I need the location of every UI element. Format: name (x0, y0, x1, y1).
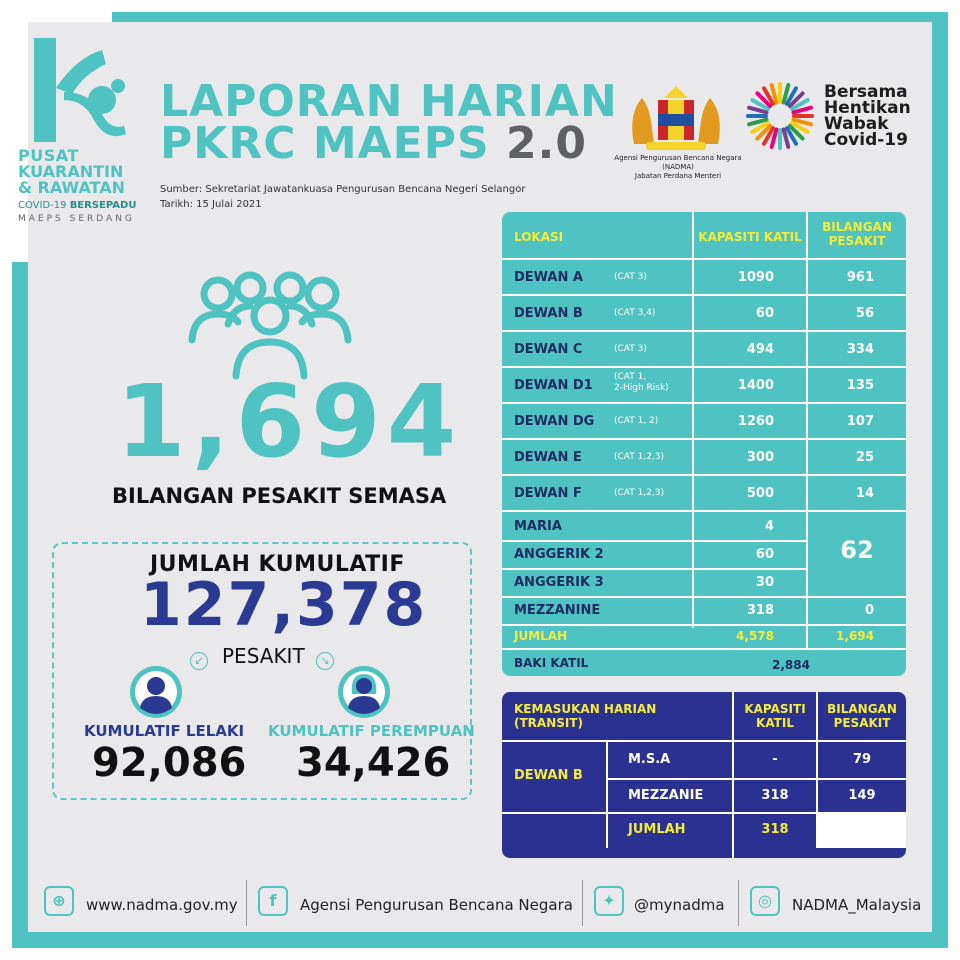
transit-row-name: MEZZANIE (628, 788, 704, 803)
twitter-icon[interactable]: ✦ (594, 886, 624, 916)
row-capacity: 1260 (737, 414, 774, 429)
female-cumulative-label: KUMULATIF PEREMPUAN (268, 722, 475, 740)
male-avatar-icon (128, 664, 184, 720)
page-title-version: 2.0 (505, 118, 587, 169)
remaining-value: 2,884 (772, 658, 810, 672)
arrow-down-left-icon: ↙ (190, 652, 208, 670)
row-name: MEZZANINE (514, 603, 601, 618)
transit-header-capacity-line2: KATIL (756, 716, 794, 730)
row-category: (CAT 3) (614, 272, 647, 282)
row-name: DEWAN A (514, 270, 583, 285)
frame-border-left (12, 262, 28, 948)
row-capacity: 318 (746, 603, 774, 618)
row-patients: 135 (846, 378, 874, 393)
row-patients: 14 (855, 486, 874, 501)
arrow-down-right-icon: ↘ (316, 652, 334, 670)
row-patients: 56 (855, 306, 874, 321)
transit-row-patients: 149 (848, 788, 876, 803)
female-avatar-icon (336, 664, 392, 720)
current-patients-count: 1,694 (116, 363, 463, 480)
cumulative-label: JUMLAH KUMULATIF (150, 552, 405, 577)
footer-divider (246, 880, 247, 926)
logo-text-covid-b: BERSEPADU (69, 200, 137, 211)
row-name: DEWAN F (514, 486, 582, 501)
row-name: DEWAN B (514, 306, 583, 321)
source-text: Sumber: Sekretariat Jawatankuasa Pengurusan Bencana Negeri Selangor (160, 184, 526, 195)
campaign-sunburst-icon (744, 80, 816, 152)
row-name: ANGGERIK 3 (514, 575, 604, 590)
row-category: (CAT 3,4) (614, 308, 656, 318)
pkrc-logo (14, 30, 140, 240)
transit-header-patients (818, 702, 906, 730)
transit-row-capacity: - (772, 752, 778, 767)
coat-of-arms-icon (624, 84, 728, 156)
campaign-line2: Hentikan (824, 98, 911, 118)
row-name: DEWAN D1 (514, 378, 593, 393)
campaign-line1: Bersama (824, 82, 908, 102)
campaign-slogan (824, 84, 911, 148)
remaining-label: BAKI KATIL (514, 656, 589, 670)
transit-header-patients-line2: PESAKIT (833, 716, 891, 730)
footer-website[interactable]: www.nadma.gov.my (86, 896, 238, 914)
male-cumulative-label: KUMULATIF LELAKI (84, 722, 245, 740)
row-name: DEWAN DG (514, 414, 595, 429)
footer-twitter[interactable]: @mynadma (634, 896, 725, 914)
agency-name-line1: Agensi Pengurusan Bencana Negara (NADMA) (614, 154, 742, 171)
row-name: MARIA (514, 519, 562, 534)
instagram-icon[interactable]: ◎ (750, 886, 780, 916)
cumulative-unit: PESAKIT (222, 644, 305, 668)
row-category: (CAT 1, 2) (614, 416, 659, 426)
total-capacity: 4,578 (736, 629, 774, 643)
transit-header-line2: (TRANSIT) (514, 716, 584, 730)
logo-text-covid-a: COVID-19 (18, 200, 70, 211)
grouped-patients: 62 (840, 536, 874, 564)
agency-name-line2: Jabatan Perdana Menteri (634, 172, 722, 180)
row-capacity: 300 (746, 450, 774, 465)
row-category: (CAT 3) (614, 344, 647, 354)
transit-row-capacity: 318 (761, 788, 789, 803)
campaign-line4: Covid-19 (824, 130, 908, 150)
frame-border-top (112, 12, 948, 22)
row-name: ANGGERIK 2 (514, 547, 604, 562)
logo-text-kuarantin: KUARANTIN (18, 162, 124, 181)
female-cumulative-count: 34,426 (296, 740, 451, 786)
page-title-line2 (160, 118, 587, 169)
row-capacity: 500 (746, 486, 774, 501)
row-capacity: 1090 (737, 270, 774, 285)
footer-divider (582, 880, 583, 926)
row-category (614, 372, 669, 394)
header-capacity: KAPASITI KATIL (698, 230, 802, 244)
logo-text-maeps: MAEPS SERDANG (18, 214, 135, 224)
transit-header (514, 702, 656, 730)
facebook-icon[interactable]: f (258, 886, 288, 916)
header-patients-line2: PESAKIT (828, 234, 886, 248)
campaign-line3: Wabak (824, 114, 889, 134)
header-location: LOKASI (514, 230, 564, 244)
logo-text-rawatan: & RAWATAN (18, 178, 126, 197)
transit-header-capacity (734, 702, 816, 730)
page-title-line1: LAPORAN HARIAN (160, 76, 618, 127)
row-patients: 107 (846, 414, 874, 429)
transit-total-capacity: 318 (761, 822, 789, 837)
row-patients: 961 (846, 270, 874, 285)
globe-icon[interactable]: ⊕ (44, 886, 74, 916)
transit-header-patients-line1: BILANGAN (827, 702, 897, 716)
row-capacity: 494 (746, 342, 774, 357)
row-category: (CAT 1,2,3) (614, 452, 665, 462)
row-patients: 0 (864, 603, 874, 618)
transit-table (502, 692, 906, 858)
footer-divider (738, 880, 739, 926)
transit-row-patients: 79 (852, 752, 872, 767)
total-label: JUMLAH (514, 629, 568, 643)
frame-border-right (932, 12, 948, 948)
transit-header-line1: KEMASUKAN HARIAN (514, 702, 657, 716)
logo-text-covid (18, 200, 136, 211)
row-category: (CAT 1,2,3) (614, 488, 665, 498)
capacity-table (502, 212, 906, 676)
total-patients: 1,694 (836, 629, 874, 643)
row-capacity: 60 (755, 306, 774, 321)
row-name: DEWAN C (514, 342, 583, 357)
row-name: DEWAN E (514, 450, 582, 465)
header-patients-line1: BILANGAN (822, 220, 892, 234)
transit-group: DEWAN B (514, 768, 583, 783)
cumulative-count: 127,378 (140, 570, 428, 640)
header-patients (808, 220, 906, 248)
row-patients: 25 (855, 450, 874, 465)
row-capacity: 1400 (737, 378, 774, 393)
row-patients: 334 (846, 342, 874, 357)
row-capacity: 60 (755, 547, 774, 562)
pkrc-k-mark-icon (14, 30, 140, 148)
agency-name (604, 154, 752, 181)
row-category-line1: (CAT 1, (614, 372, 647, 382)
footer-facebook[interactable]: Agensi Pengurusan Bencana Negara (300, 896, 573, 914)
transit-header-capacity-line1: KAPASITI (744, 702, 806, 716)
page-title-text: PKRC MAEPS (160, 118, 506, 169)
row-capacity: 30 (755, 575, 774, 590)
current-patients-label: BILANGAN PESAKIT SEMASA (112, 484, 447, 508)
frame-border-bottom (12, 932, 948, 948)
row-capacity: 4 (764, 519, 774, 534)
transit-total-label: JUMLAH (628, 822, 686, 837)
transit-row-name: M.S.A (628, 752, 671, 767)
logo-text-pusat: PUSAT (18, 146, 79, 165)
date-text: Tarikh: 15 Julai 2021 (160, 199, 262, 210)
row-category-line2: 2-High Risk) (614, 383, 669, 393)
male-cumulative-count: 92,086 (92, 740, 247, 786)
footer-instagram[interactable]: NADMA_Malaysia (792, 896, 922, 914)
